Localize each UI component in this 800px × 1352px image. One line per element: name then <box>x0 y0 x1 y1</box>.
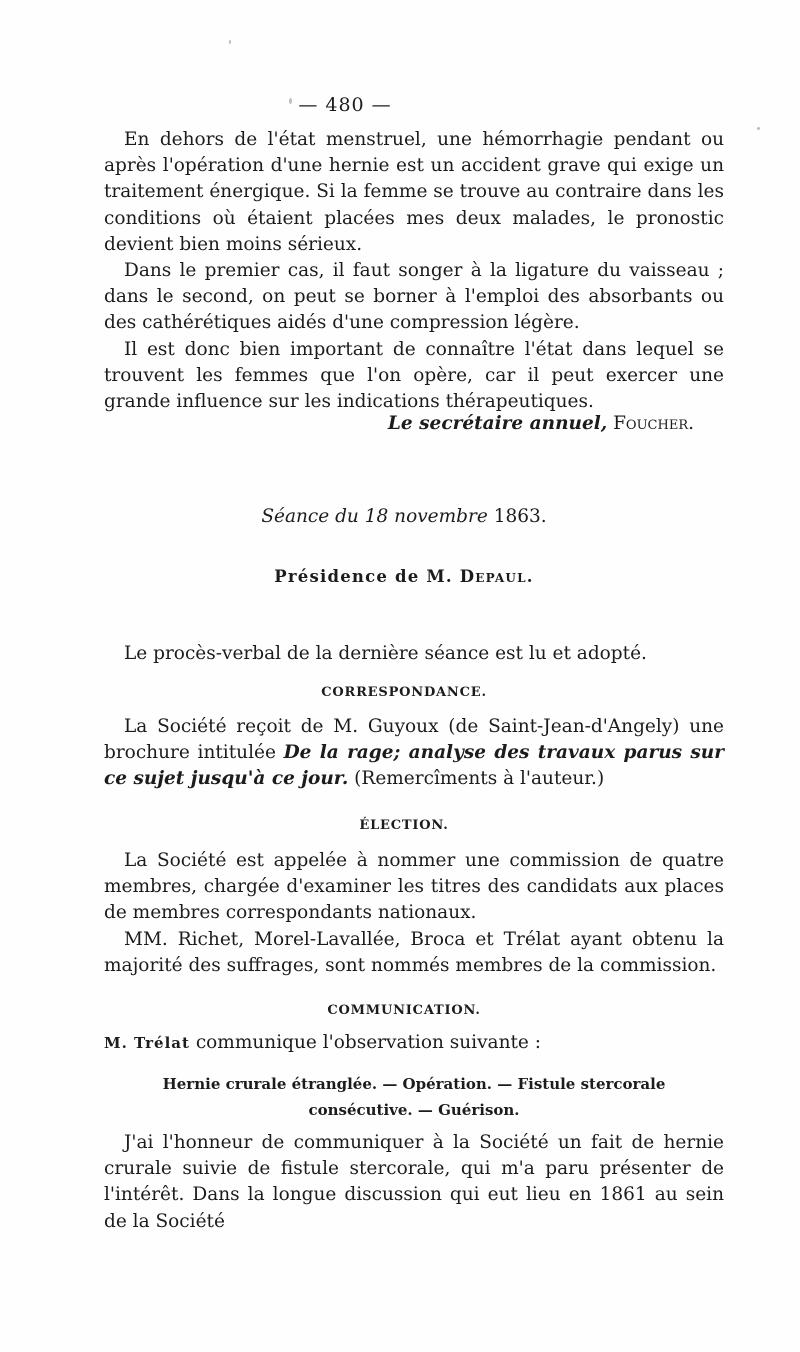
correspondance-section <box>104 714 724 793</box>
signature-name: Foucher. <box>613 413 694 434</box>
paragraph: Dans le premier cas, il faut songer à la ligature du vaisseau ; dans le second, on peut se borner à l'emploi des absorbants ou des cathérétiques aidés d'une compression légère. <box>104 260 724 334</box>
correspondance-thanks: (Remercîments à l'auteur.) <box>354 768 605 790</box>
brochure-title: De la rage; analyse des travaux parus sur ce sujet jusqu'à ce jour. <box>104 742 724 790</box>
seance-date: 18 novembre <box>364 506 488 527</box>
page-number: — 480 — <box>298 94 392 116</box>
communication-intro-text: communique l'observation suivante : <box>195 1032 541 1053</box>
signature-role: Le secrétaire annuel, <box>387 413 608 434</box>
presidence-name: Depaul. <box>459 567 534 586</box>
election-section <box>104 848 724 979</box>
heading-correspondance: CORRESPONDANCE. <box>321 685 487 700</box>
case-title-line: consécutive. — Guérison. <box>308 1101 520 1119</box>
case-title <box>104 1071 724 1123</box>
heading-communication: COMMUNICATION. <box>327 1003 481 1018</box>
speaker-name: M. Trélat <box>104 1034 190 1052</box>
paragraph: Il est donc bien important de connaître l'état dans lequel se trouvent les femmes que l'on opère, car il peut exercer une grande influence sur les indications thérapeutiques. <box>104 338 724 413</box>
seance-title <box>104 506 704 527</box>
paragraph: MM. Richet, Morel-Lavallée, Broca et Trélat ayant obtenu la majorité des suffrages, sont nommés membres de la commission. <box>104 928 724 976</box>
paragraph: Le procès-verbal de la dernière séance est lu et adopté. <box>124 643 647 664</box>
paper-speck <box>757 127 760 130</box>
communication-intro <box>104 1032 724 1053</box>
proces-verbal <box>104 641 724 667</box>
paragraph <box>104 714 724 793</box>
paragraph: La Société est appelée à nommer une commission de quatre membres, chargée d'examiner les titres des candidats aux places de membres correspondants nationaux. <box>104 850 724 924</box>
correspondance-text: La Société reçoit de M. Guyoux (de Saint-Jean-d'Angely) une brochure intitulée <box>104 716 724 764</box>
presidence-prefix: Présidence de M. <box>274 567 453 586</box>
communication-section <box>104 1130 724 1235</box>
case-title-line: Hernie crurale étranglée. — Opération. — Fistule stercorale <box>162 1075 666 1093</box>
paper-speck <box>229 40 231 44</box>
opening-section <box>104 127 724 415</box>
paragraph: J'ai l'honneur de communiquer à la Société un fait de hernie crurale suivie de fistule stercorale, qui m'a paru présenter de l'intérêt. Dans la longue discussion qui eut lieu en 1861 au sein de la Société <box>104 1132 724 1232</box>
signature <box>104 413 694 434</box>
seance-prefix: Séance du <box>261 506 359 527</box>
seance-year: 1863. <box>493 506 547 527</box>
presidence-line <box>104 567 704 586</box>
paragraph: En dehors de l'état menstruel, une hémorrhagie pendant ou après l'opération d'une hernie est un accident grave qui exige un traitement énergique. Si la femme se trouve au contraire dans les conditions où étaient placées mes deux malades, le pronostic devient bien moins sérieux. <box>104 129 724 255</box>
heading-election: ÉLECTION. <box>359 818 449 833</box>
